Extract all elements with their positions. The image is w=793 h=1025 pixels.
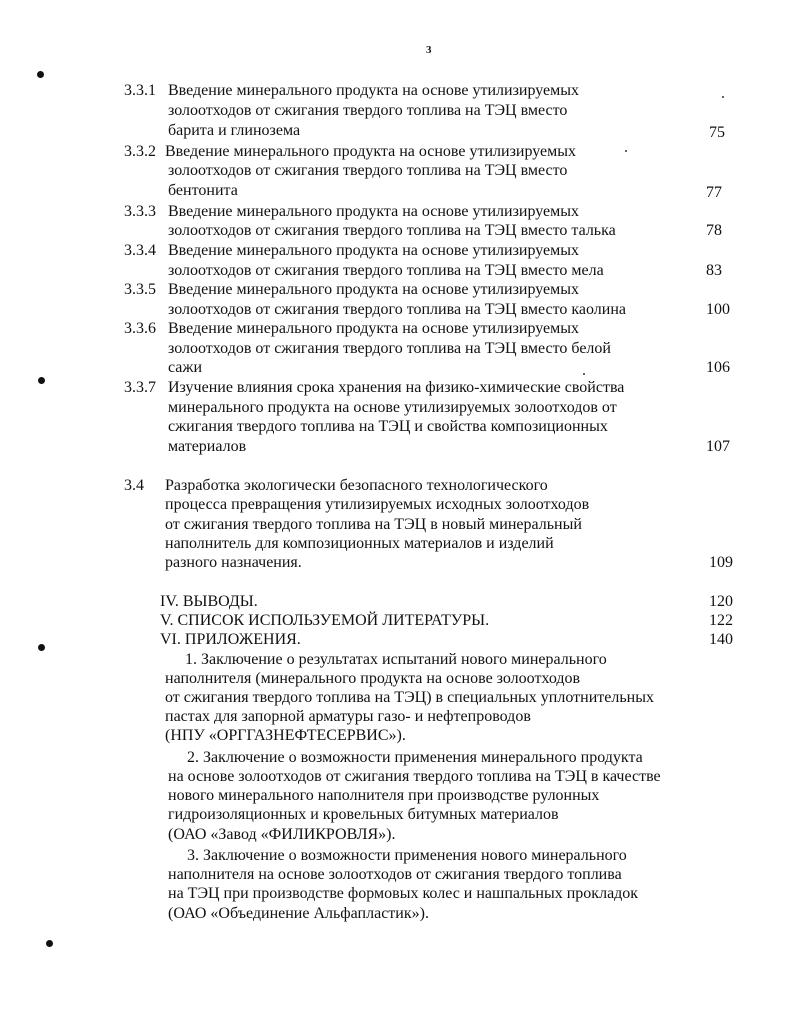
toc-entry-title-line: наполнитель для композиционных материалов и изделий xyxy=(165,535,554,552)
toc-entry-page: 106 xyxy=(706,359,730,376)
toc-entry-number: 3.4 xyxy=(124,477,144,494)
appendix-line: (ОАО «Объединение Альфапластик»). xyxy=(168,905,429,922)
appendix-line: нового минерального наполнителя при производстве рулонных xyxy=(168,787,600,804)
toc-entry-page: 83 xyxy=(706,262,722,279)
scan-speck xyxy=(583,373,585,375)
toc-section-vi-page: 140 xyxy=(709,631,733,648)
toc-entry-number: 3.3.5 xyxy=(124,281,156,298)
appendix-line: на основе золоотходов от сжигания твердого топлива на ТЭЦ в качестве xyxy=(168,768,661,785)
toc-entry-title-line: золоотходов от сжигания твердого топлива на ТЭЦ вместо xyxy=(168,102,568,119)
toc-entry-title-line: Введение минерального продукта на основе утилизируемых xyxy=(168,242,580,259)
appendix-line: пастах для запорной арматуры газо- и нефтепроводов xyxy=(165,708,531,725)
binder-hole-mark xyxy=(46,940,53,947)
toc-entry-title-line: золоотходов от сжигания твердого топлива на ТЭЦ вместо каолина xyxy=(168,301,627,318)
toc-entry-title-line: золоотходов от сжигания твердого топлива на ТЭЦ вместо белой xyxy=(168,340,611,357)
toc-entry-number: 3.3.7 xyxy=(124,379,156,396)
toc-entry-title-line: золоотходов от сжигания твердого топлива на ТЭЦ вместо талька xyxy=(168,222,616,239)
appendix-line: 1. Заключение о результатах испытаний нового минерального xyxy=(185,651,607,668)
toc-entry-title-line: Введение минерального продукта на основе утилизируемых xyxy=(168,203,580,220)
toc-entry-number: 3.3.4 xyxy=(124,242,156,259)
appendix-line: 3. Заключение о возможности применения нового минерального xyxy=(187,847,627,864)
toc-entry-page: 75 xyxy=(709,124,725,141)
toc-section-vi: VI. ПРИЛОЖЕНИЯ. xyxy=(160,631,301,648)
toc-entry-title-line: сжигания твердого топлива на ТЭЦ и свойства композиционных xyxy=(168,418,608,435)
appendix-line: наполнителя (минерального продукта на основе золоотходов xyxy=(165,670,581,687)
scan-speck xyxy=(625,150,627,152)
appendix-line: гидроизоляционных и кровельных битумных материалов xyxy=(168,806,559,823)
toc-entry-title-line: золоотходов от сжигания твердого топлива на ТЭЦ вместо xyxy=(168,162,568,179)
appendix-line: от сжигания твердого топлива на ТЭЦ) в специальных уплотнительных xyxy=(165,689,654,706)
toc-entry-title-line: разного назначения. xyxy=(165,554,302,571)
toc-entry-title-line: минерального продукта на основе утилизируемых золоотходов от xyxy=(168,399,617,416)
toc-entry-title-line: материалов xyxy=(168,438,247,455)
toc-entry-title-line: Введение минерального продукта на основе утилизируемых xyxy=(168,82,580,99)
appendix-line: на ТЭЦ при производстве формовых колес и нашпальных прокладок xyxy=(168,885,639,902)
appendix-line: (ОАО «Завод «ФИЛИКРОВЛЯ»). xyxy=(168,826,396,843)
toc-entry-page: 78 xyxy=(706,222,722,239)
appendix-line: 2. Заключение о возможности применения минерального продукта xyxy=(187,749,643,766)
binder-hole-mark xyxy=(38,377,45,384)
toc-entry-title-line: Введение минерального продукта на основе утилизируемых xyxy=(168,320,580,337)
toc-entry-title-line: Введение минерального продукта на основе утилизируемых xyxy=(165,143,577,160)
toc-entry-number: 3.3.3 xyxy=(124,203,156,220)
toc-section-v: V. СПИСОК ИСПОЛЬЗУЕМОЙ ЛИТЕРАТУРЫ. xyxy=(160,612,490,629)
toc-entry-title-line: Разработка экологически безопасного технологического xyxy=(165,477,548,494)
toc-entry-page: 77 xyxy=(706,184,722,201)
scan-speck xyxy=(722,96,724,98)
toc-entry-number: 3.3.1 xyxy=(124,82,156,99)
toc-entry-title-line: Введение минерального продукта на основе утилизируемых xyxy=(168,281,580,298)
toc-entry-number: 3.3.2 xyxy=(124,143,156,160)
toc-entry-title-line: процесса превращения утилизируемых исходных золоотходов xyxy=(165,496,590,513)
toc-entry-title-line: бентонита xyxy=(168,182,238,199)
toc-entry-title-line: барита и глинозема xyxy=(168,122,301,139)
toc-section-v-page: 122 xyxy=(709,612,733,629)
toc-entry-title-line: золоотходов от сжигания твердого топлива на ТЭЦ вместо мела xyxy=(168,262,604,279)
toc-section-iv: IV. ВЫВОДЫ. xyxy=(160,593,258,610)
toc-entry-page: 109 xyxy=(709,554,733,571)
appendix-line: (НПУ «ОРГГАЗНЕФТЕСЕРВИС»). xyxy=(165,727,406,744)
binder-hole-mark xyxy=(38,644,45,651)
toc-entry-title-line: Изучение влияния срока хранения на физико-химические свойства xyxy=(168,379,625,396)
appendix-line: наполнителя на основе золоотходов от сжигания твердого топлива xyxy=(168,866,622,883)
toc-entry-title-line: сажи xyxy=(168,359,203,376)
toc-entry-title-line: от сжигания твердого топлива на ТЭЦ в новый минеральный xyxy=(165,516,582,533)
toc-entry-page: 100 xyxy=(706,301,730,318)
toc-entry-number: 3.3.6 xyxy=(124,320,156,337)
binder-hole-mark xyxy=(37,71,44,78)
toc-entry-page: 107 xyxy=(706,438,730,455)
toc-section-iv-page: 120 xyxy=(709,593,733,610)
page-number: 3 xyxy=(426,44,432,56)
